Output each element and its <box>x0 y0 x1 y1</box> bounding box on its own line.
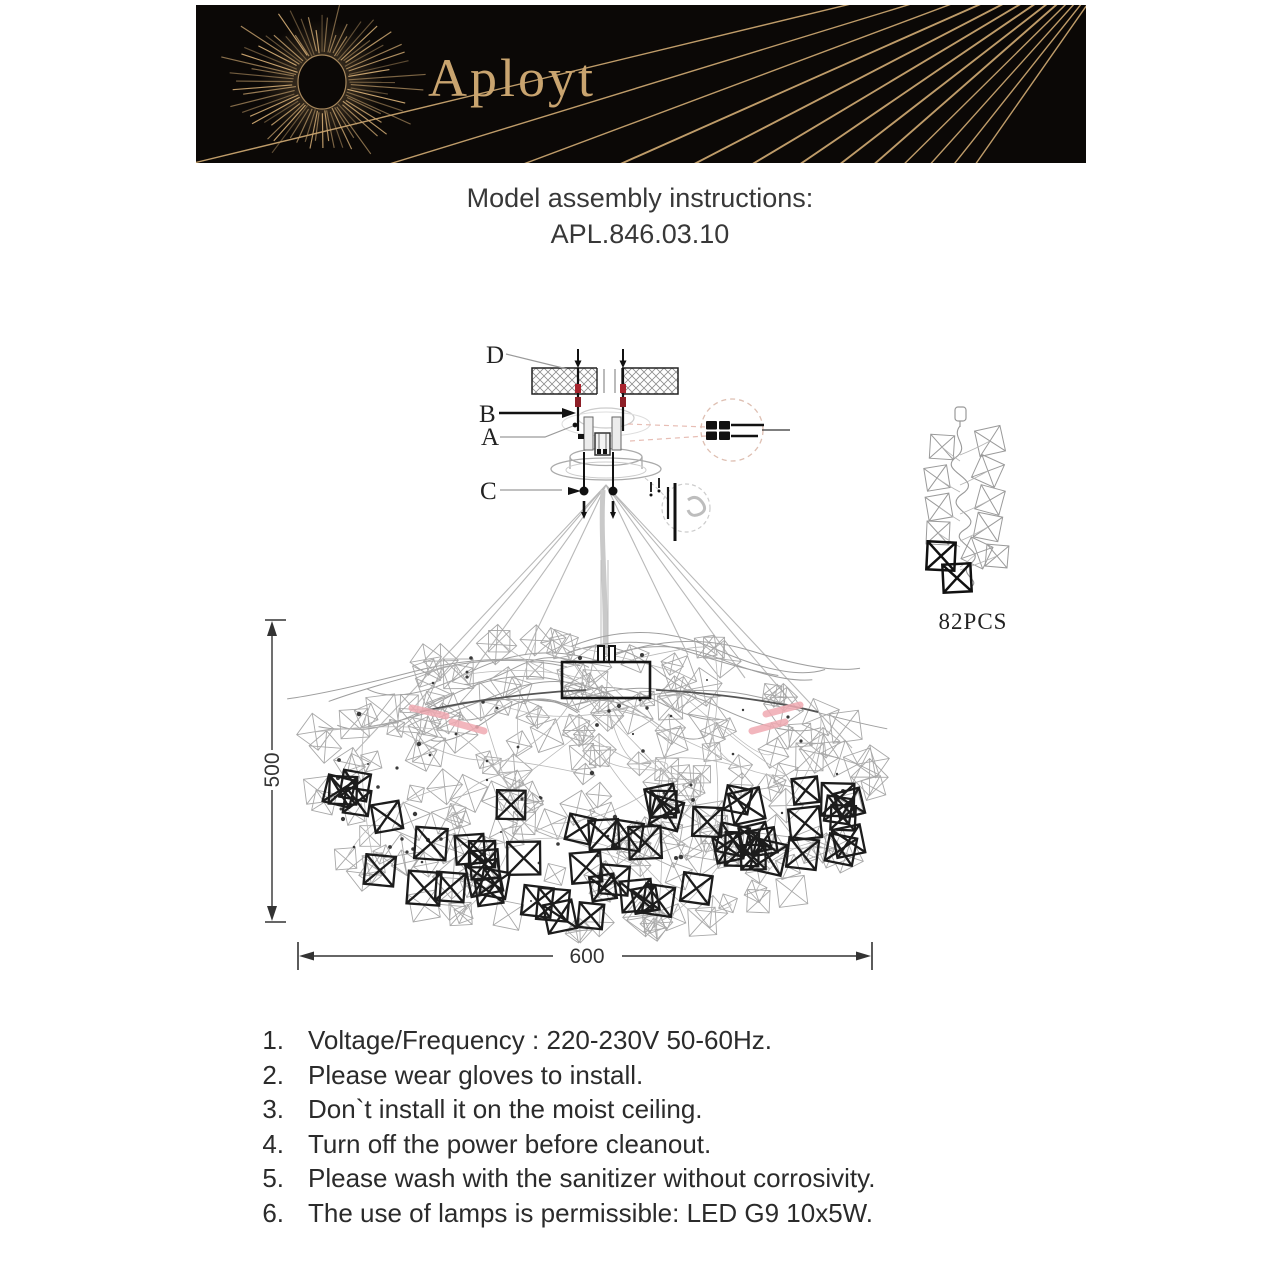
instruction-item <box>248 1161 1078 1196</box>
instruction-item <box>248 1127 1078 1162</box>
instruction-number: 2. <box>262 1059 284 1090</box>
instruction-item <box>248 1196 1078 1231</box>
page-title: Model assembly instructions: <box>466 183 814 213</box>
instruction-number: 6. <box>262 1197 284 1228</box>
instruction-item <box>248 1023 1078 1058</box>
instruction-number: 5. <box>262 1163 284 1194</box>
instruction-number: 3. <box>262 1094 284 1125</box>
part-labels <box>479 342 504 505</box>
brand-banner <box>196 5 1086 163</box>
crystal-cluster <box>287 624 889 943</box>
dimension-height <box>261 620 286 922</box>
instruction-number: 1. <box>262 1025 284 1055</box>
instruction-text: The use of lamps is permissible: LED G9 10x5W. <box>308 1197 874 1228</box>
screw-detail <box>645 478 710 541</box>
label-b: B <box>479 401 496 428</box>
instruction-list <box>248 1023 1078 1231</box>
instruction-text: Please wear gloves to install. <box>308 1059 644 1090</box>
instruction-text: Voltage/Frequency : 220-230V 50-60Hz. <box>308 1025 772 1055</box>
instruction-number: 4. <box>262 1128 284 1159</box>
instruction-item <box>248 1058 1078 1093</box>
dim-width-value: 600 <box>569 945 605 968</box>
label-a: A <box>481 424 500 451</box>
wire-connector-detail <box>628 399 790 461</box>
pieces-count-label: 82PCS <box>938 609 1008 634</box>
banner-art <box>196 5 1086 163</box>
instruction-text: Don`t install it on the moist ceiling. <box>308 1094 703 1125</box>
label-d: D <box>486 342 505 369</box>
label-c: C <box>480 478 497 505</box>
dimension-width <box>298 942 872 970</box>
crystal-strand-detail <box>924 407 1009 593</box>
instruction-text: Please wash with the sanitizer without corrosivity. <box>308 1163 876 1194</box>
instruction-text: Turn off the power before cleanout. <box>308 1128 712 1159</box>
brand-logo-text: Aployt <box>428 48 597 108</box>
assembly-diagram <box>0 330 1280 990</box>
title-block <box>0 180 1280 252</box>
dim-height-value: 500 <box>261 752 284 788</box>
instruction-item <box>248 1092 1078 1127</box>
mounting-bracket <box>578 417 621 455</box>
model-number: APL.846.03.10 <box>550 219 730 249</box>
